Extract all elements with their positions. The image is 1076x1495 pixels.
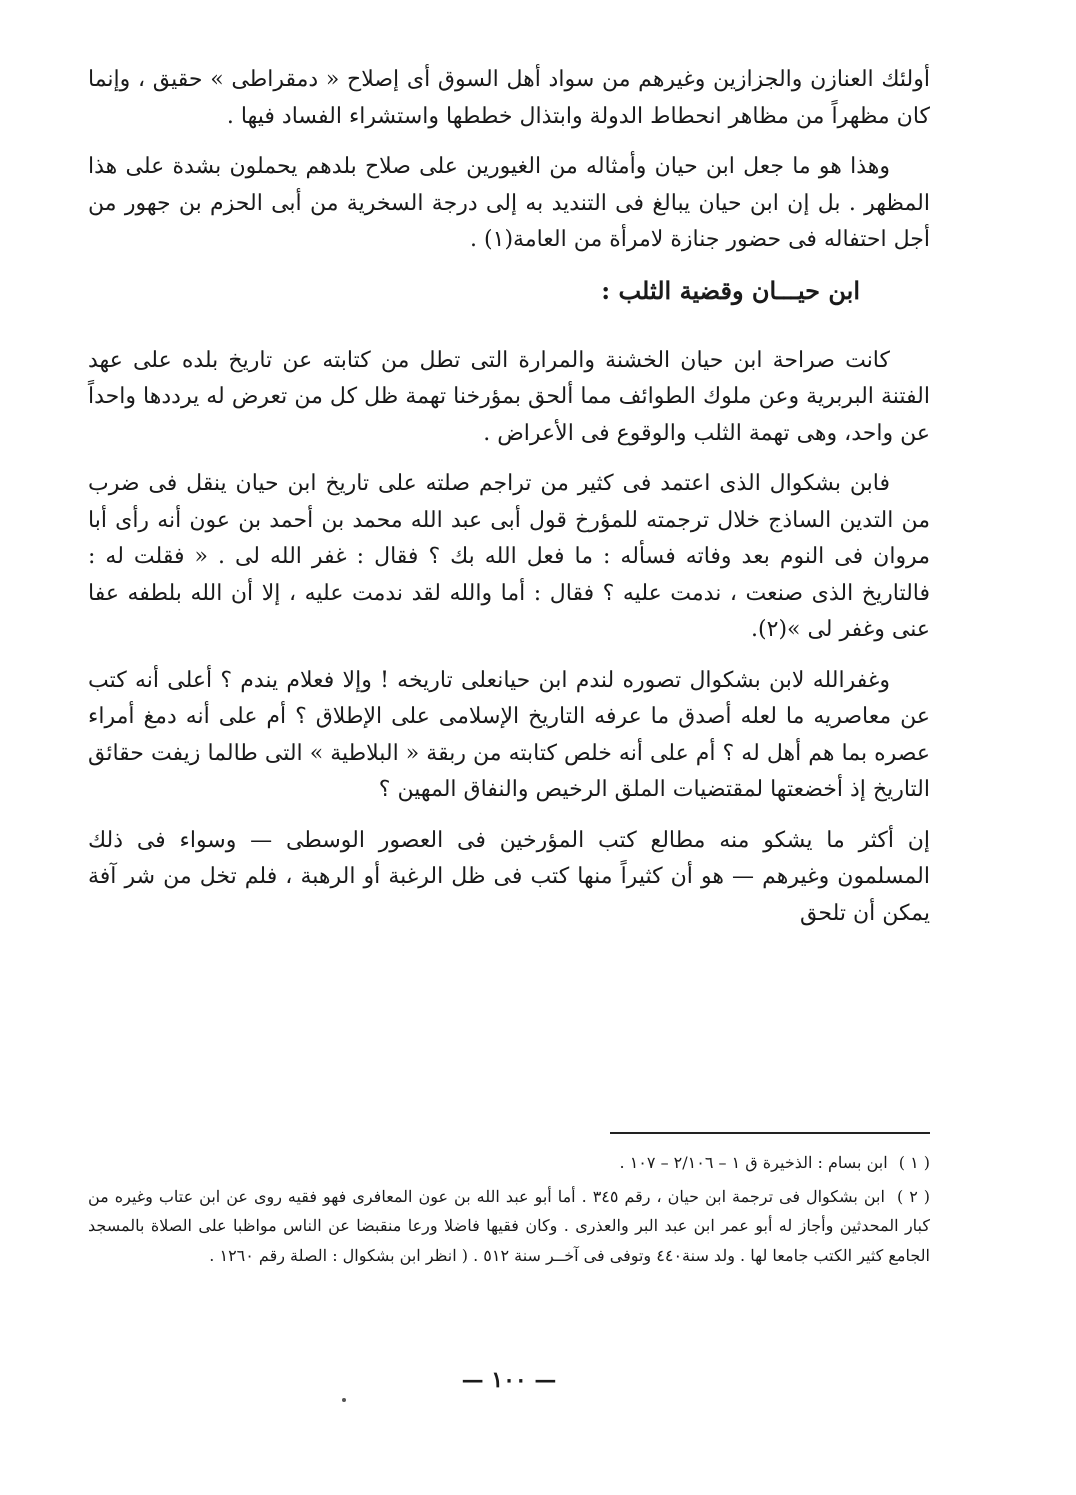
footnote-number: ( ١ ) — [898, 1153, 930, 1172]
paragraph-5: وغفرالله لابن بشكوال تصوره لندم ابن حيانعلى تاريخه ! وإلا فعلام يندم ؟ أعلى أنه كتب عن معاصريه ما لعله أصدق ما عرفه التاريخ الإسلامى على الإطلاق ؟ أم على أنه دمغ أمراء عصره بما هم أهل له ؟ أم على أنه خلص كتابته من ربقة « البلاطية » التى طالما زيفت حقائق التاريخ إذ أخضعتها لمقتضيات الملق الرخيص والنفاق المهين ؟ — [88, 667, 930, 803]
footnote-text: ابن بسام : الذخيرة ق ١ – ٢/١٠٦ – ١٠٧ . — [619, 1153, 888, 1172]
section-heading: ابن حيـــان وقضية الثلب : — [601, 275, 860, 305]
paragraph-1: أولئك العنازن والجزازين وغيرهم من سواد أهل السوق أى إصلاح « دمقراطى » حقيق ، وإنما كان مظهراً من مظاهر انحطاط الدولة وابتذال خططها واستشراء الفساد فيها . — [88, 67, 930, 129]
footnote-number: ( ٢ ) — [896, 1186, 931, 1206]
paragraph-2: وهذا هو ما جعل ابن حيان وأمثاله من الغيورين على صلاح بلدهم يحملون بشدة على هذا المظهر . بل إن ابن حيان يبالغ فى التنديد به إلى درجة السخرية من أبى الحزم بن جهور من أجل احتفاله فى حضور جنازة لامرأة من العامة(١) . — [88, 154, 930, 253]
footnote-2 — [88, 1182, 930, 1271]
footnotes — [88, 1148, 930, 1274]
page-number: — ١٠٠ — — [461, 1367, 557, 1393]
paragraph-6: إن أكثر ما يشكو منه مطالع كتب المؤرخين فى العصور الوسطى — وسواء فى ذلك المسلمون وغيرهم — هو أن كثيراً منها كتب فى ظل الرغبة أو الرهبة ، فلم تخل من شر آفة يمكن أن تلحق — [88, 827, 931, 926]
paragraph-3: كانت صراحة ابن حيان الخشنة والمرارة التى تطل من كتابته عن تاريخ بلده على عهد الفتنة البربرية وعن ملوك الطوائف مما ألحق بمؤرخنا تهمة ظل كل من تعرض له يرددها واحداً عن واحد، وهى تهمة الثلب والوقوع فى الأعراض . — [88, 347, 930, 446]
footnote-divider — [610, 1132, 930, 1134]
ink-speck — [342, 1398, 346, 1402]
book-page — [88, 62, 930, 1482]
footnote-1 — [88, 1148, 930, 1178]
paragraph-4: فابن بشكوال الذى اعتمد فى كثير من تراجم صلته على تاريخ ابن حيان ينقل فى ضرب من التدين الساذج خلال ترجمته للمؤرخ قول أبى عبد الله محمد بن أحمد بن عون أنه رأى أبا مروان فى النوم بعد وفاته فسأله : ما فعل الله بك ؟ فقال : غفر الله لى . « فقلت له : فالتاريخ الذى صنعت ، ندمت عليه ؟ فقال : أما والله لقد ندمت عليه ، إلا أن الله بلطفه عفا عنى وغفر لى »(٢). — [88, 471, 931, 643]
footnote-text: ابن بشكوال فى ترجمة ابن حيان ، رقم ٣٤٥ . أما أبو عبد الله بن عون المعافرى فهو فقيه روى عن ابن عتاب وغيره من كبار المحدثين وأجاز له أبو عمر ابن عبد البر والعذرى . وكان فقيها فاضلا ورعا منقبضا عن الناس مواظبا على الصلاة بالمسجد الجامع كثير الكتب جامعا لها . ولد سنة٤٤٠ وتوفى فى آخــر سنة ٥١٢ . ( انظر ابن بشكوال : الصلة رقم ١٢٦٠ . — [88, 1186, 930, 1265]
